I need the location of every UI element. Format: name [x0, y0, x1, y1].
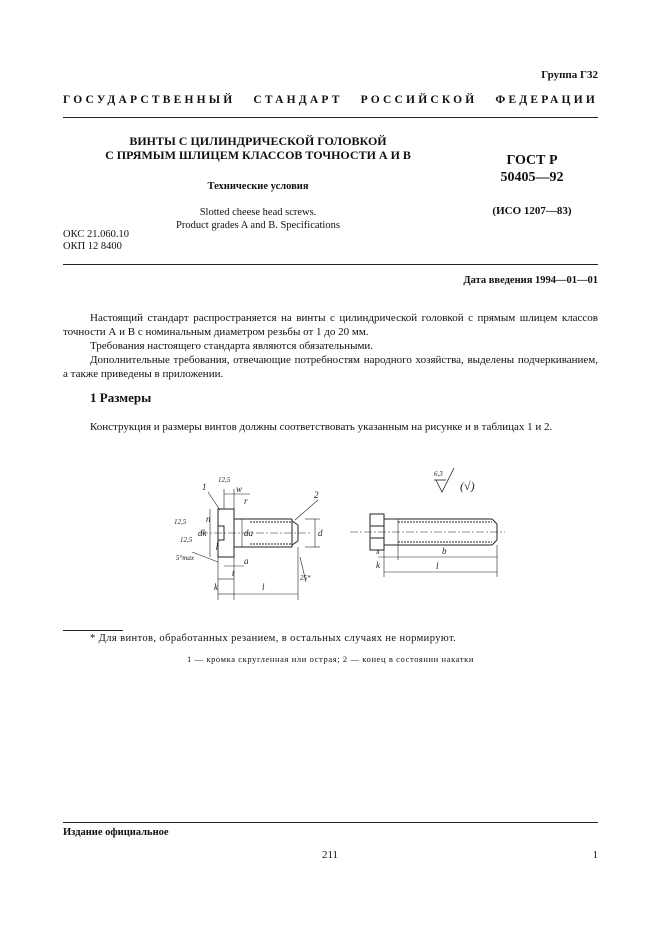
classification-codes — [63, 229, 129, 253]
sheet-number: 1 — [592, 849, 598, 861]
paragraph-additional: Дополнительные требования, отвечающие потребностям народного хозяйства, выделены подчеркиванием, а также приведены в приложении. — [63, 354, 598, 380]
label-d: d — [318, 528, 323, 538]
okp-code: ОКП 12 8400 — [63, 241, 122, 252]
gost-line-2: 50405—92 — [500, 170, 564, 185]
footnote-divider — [63, 630, 123, 631]
label-k: k — [214, 582, 218, 592]
edition-label: Издание официальное — [63, 827, 169, 838]
label-a: a — [244, 556, 249, 566]
document-subtitle: Технические условия — [207, 181, 309, 192]
oks-code: ОКС 21.060.10 — [63, 229, 129, 240]
group-code: Группа Г32 — [541, 69, 598, 81]
paragraph-scope: Настоящий стандарт распространяется на винты с цилиндрической головкой с прямым шлицем классов точности А и В с номинальным диаметром резьбы от 1 до 20 мм. — [63, 312, 598, 338]
label-dk: dk — [198, 528, 207, 538]
figure-caption: 1 — кромка скругленная или острая; 2 — конец в состоянии накатки — [186, 654, 475, 664]
label-t: t — [232, 568, 235, 578]
label-n: n — [206, 514, 211, 524]
label-l-right: l — [436, 561, 439, 571]
label-l: l — [262, 582, 265, 592]
label-5max: 5°max — [176, 554, 194, 562]
iso-reference: (ИСО 1207—83) — [492, 205, 572, 217]
gost-designation — [470, 152, 594, 186]
header-divider — [63, 117, 598, 118]
label-w: w — [236, 484, 243, 494]
state-standard-title: ГОСУДАРСТВЕННЫЙ СТАНДАРТ РОССИЙСКОЙ ФЕДЕРАЦИИ — [63, 94, 598, 106]
label-f: f — [216, 540, 219, 550]
roughness-12-5-b: 12,5 — [180, 536, 193, 544]
roughness-12-5-c: 12,5 — [218, 476, 231, 484]
callout-1: 1 — [202, 482, 207, 492]
gost-line-1: ГОСТ Р — [506, 153, 558, 168]
introduction-date: Дата введения 1994—01—01 — [463, 275, 598, 286]
section-heading-dimensions: 1 Размеры — [90, 390, 152, 405]
page-number: 211 — [321, 849, 339, 861]
document-title-block — [63, 134, 453, 232]
label-r: r — [244, 496, 248, 506]
title-line-1: ВИНТЫ С ЦИЛИНДРИЧЕСКОЙ ГОЛОВКОЙ — [129, 134, 387, 148]
roughness-check: (√) — [460, 479, 475, 493]
roughness-25: 25* — [300, 574, 311, 582]
codes-divider — [63, 264, 598, 265]
paragraph-dimensions: Конструкция и размеры винтов должны соответствовать указанным на рисунке и в таблицах 1 и 2. — [90, 421, 553, 433]
label-da: da — [244, 528, 253, 538]
roughness-6-3: 6,3 — [434, 470, 443, 478]
label-b: b — [442, 546, 447, 556]
label-x: x — [376, 546, 380, 556]
callout-2: 2 — [314, 490, 319, 500]
footnote: * Для винтов, обработанных резанием, в остальных случаях не нормируют. — [90, 633, 457, 644]
roughness-12-5-a: 12,5 — [174, 518, 187, 526]
screw-drawing — [140, 462, 510, 607]
footer-divider — [63, 822, 598, 823]
english-title-line-1: Slotted cheese head screws. — [199, 207, 317, 218]
english-title-line-2: Product grades A and B. Specifications — [176, 220, 340, 231]
paragraph-mandatory: Требования настоящего стандарта являются обязательными. — [90, 340, 374, 352]
label-k-right: k — [376, 560, 380, 570]
title-line-2: С ПРЯМЫМ ШЛИЦЕМ КЛАССОВ ТОЧНОСТИ А И В — [105, 148, 411, 162]
